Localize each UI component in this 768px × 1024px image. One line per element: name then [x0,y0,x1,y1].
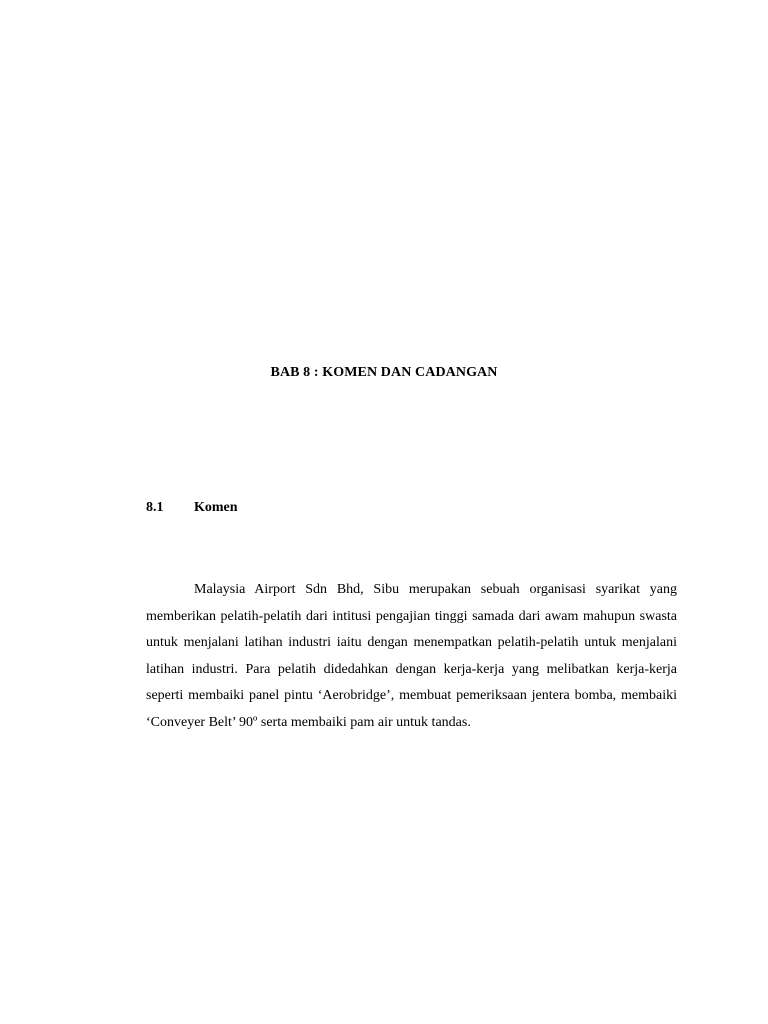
body-paragraph: Malaysia Airport Sdn Bhd, Sibu merupakan sebuah organisasi syarikat yang memberikan pelatih-pelatih dari intitusi pengajian tinggi samada dari awam mahupun swasta untuk menjalani latihan industri iaitu dengan menempatkan pelatih-pelatih untuk menjalani latihan industri. Para pelatih didedahkan dengan kerja-kerja yang melibatkan kerja-kerja seperti membaiki panel pintu ‘Aerobridge’, membuat pemeriksaan jentera bomba, membaiki ‘Conveyer Belt’ 90º serta membaiki pam air untuk tandas. [146,582,677,730]
section-heading [146,500,238,516]
section-title: Komen [194,500,238,515]
section-number: 8.1 [146,500,164,515]
chapter-title: BAB 8 : KOMEN DAN CADANGAN [270,365,498,380]
